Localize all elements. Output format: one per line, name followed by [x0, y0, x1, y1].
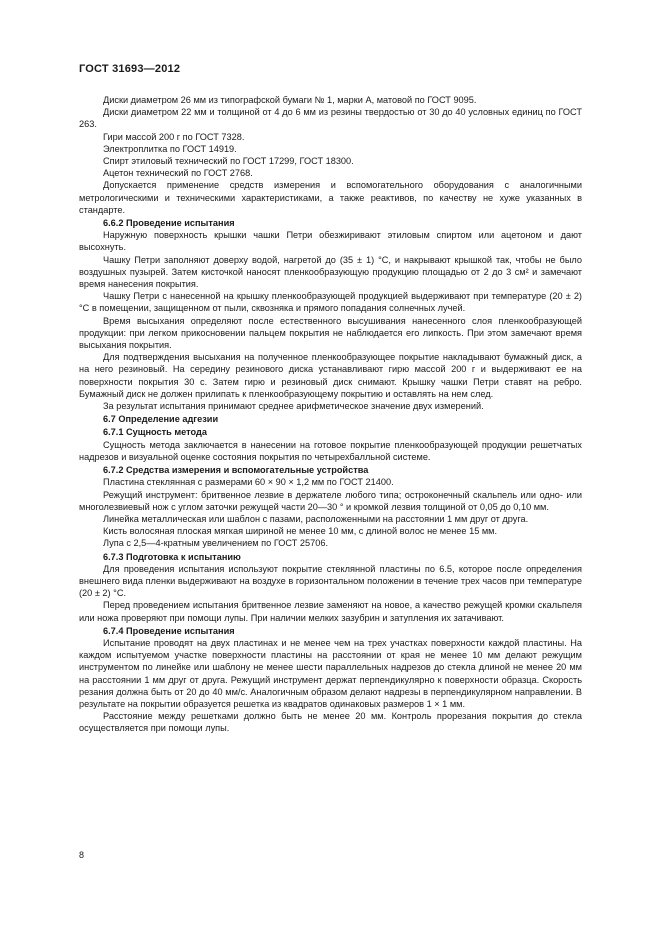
- paragraph: Расстояние между решетками должно быть не менее 20 мм. Контроль прорезания покрытия до стекла осуществляется при помощи лупы.: [79, 711, 582, 734]
- paragraph: Гири массой 200 г по ГОСТ 7328.: [103, 131, 245, 142]
- section-heading-6-7-3: 6.7.3 Подготовка к испытанию: [103, 551, 241, 562]
- document-body: [79, 94, 582, 735]
- paragraph: Кисть волосяная плоская мягкая шириной не менее 10 мм, с длиной волос не менее 15 мм.: [103, 526, 498, 537]
- paragraph: Для проведения испытания используют покрытие стеклянной пластины по 6.5, которое после определения внешнего вида пленки выдерживают на воздухе в горизонтальном положении в течение трех часов при температуре (20 ± 2) °С.: [79, 563, 582, 599]
- paragraph: Чашку Петри заполняют доверху водой, нагретой до (35 ± 1) °С, и накрывают крышкой так, чтобы не было воздушных пузырей. Затем кисточкой наносят пленкообразующую продукцию площадью от 2 до 3 см² и замечают время нанесения покрытия.: [79, 254, 582, 290]
- section-heading-6-7-1: 6.7.1 Сущность метода: [103, 427, 207, 438]
- paragraph: Режущий инструмент: бритвенное лезвие в держателе любого типа; остроконечный скальпель или одно- или многолезвиевый нож с углом заточки режущей части 20—30 ° и кромкой лезвия толщиной от 0,05 до 0,10 мм.: [79, 489, 582, 512]
- paragraph: Допускается применение средств измерения и вспомогательного оборудования с аналогичными метрологическими и техническими характеристиками, а также реактивов, по качеству не хуже указанных в стандарте.: [79, 180, 582, 215]
- paragraph: Ацетон технический по ГОСТ 2768.: [103, 168, 253, 179]
- paragraph: Для подтверждения высыхания на полученное пленкообразующее покрытие накладывают бумажный диск, а на него резиновый. На середину резинового диска устанавливают гирю массой 200 г и выдерживают ее на поверхности покрытия 30 с. Затем гирю и резиновый диск снимают. Крышку чашки Петри ставят на ребро. Бумажный диск не должен прилипать к пленкообразующему покрытию и оставлять на нем след.: [79, 352, 582, 399]
- paragraph: Время высыхания определяют после естественного высушивания нанесенного слоя пленкообразующей продукции: при легком прикосновении пальцем покрытия не наблюдается его липкость. При этом замечают время высыхания покрытия.: [79, 315, 582, 351]
- paragraph: Наружную поверхность крышки чашки Петри обезжиривают этиловым спиртом или ацетоном и дают высохнуть.: [79, 230, 582, 253]
- paragraph: Линейка металлическая или шаблон с пазами, расположенными на расстоянии 1 мм друг от друга.: [103, 513, 529, 524]
- section-heading-6-6-2: 6.6.2 Проведение испытания: [103, 218, 235, 229]
- paragraph: Диски диаметром 22 мм и толщиной от 4 до 6 мм из резины твердостью от 30 до 40 условных единиц по ГОСТ 263.: [79, 107, 582, 130]
- section-heading-6-7-4: 6.7.4 Проведение испытания: [103, 625, 235, 636]
- paragraph: Испытание проводят на двух пластинах и не менее чем на трех участках поверхности каждой пластины. На каждом испытуемом участке поверхности пластины на расстоянии от края не менее 10 мм делают режущим инструментом по линейке или шаблону не менее шести параллельных надрезов до стекла длиной не менее 20 мм на расстоянии 1 мм друг от друга. Режущий инструмент держат перпендикулярно к поверхности образца. Скорость резания должна быть от 20 до 40 мм/с. Аналогичным образом делают надрезы в перпендикулярном направлении. В результате на покрытии образуется решетка из квадратов одинаковых размеров 1 × 1 мм.: [79, 637, 582, 709]
- document-header: ГОСТ 31693—2012: [79, 63, 181, 75]
- paragraph: Чашку Петри с нанесенной на крышку пленкообразующей продукцией выдерживают при температуре (20 ± 2) °С в помещении, защищенном от пыли, сквозняка и прямого попадания солнечных лучей.: [79, 291, 582, 314]
- page-number: 8: [79, 850, 85, 860]
- paragraph: Спирт этиловый технический по ГОСТ 17299, ГОСТ 18300.: [103, 156, 354, 167]
- section-heading-6-7-2: 6.7.2 Средства измерения и вспомогательные устройства: [103, 465, 369, 476]
- paragraph: Пластина стеклянная с размерами 60 × 90 × 1,2 мм по ГОСТ 21400.: [103, 477, 394, 488]
- paragraph: За результат испытания принимают среднее арифметическое значение двух измерений.: [103, 401, 484, 412]
- paragraph: Перед проведением испытания бритвенное лезвие заменяют на новое, а качество режущей кромки скальпеля или ножа проверяют при помощи лупы. При наличии мелких зазубрин и затупления их затачивают.: [79, 600, 582, 623]
- section-heading-6-7: 6.7 Определение адгезии: [103, 414, 219, 425]
- paragraph: Диски диаметром 26 мм из типографской бумаги № 1, марки А, матовой по ГОСТ 9095.: [103, 95, 477, 105]
- paragraph: Сущность метода заключается в нанесении на готовое покрытие пленкообразующей продукции решетчатых надрезов и визуальной оценке состояния покрытия по четырехбалльной системе.: [79, 439, 582, 462]
- paragraph: Электроплитка по ГОСТ 14919.: [103, 143, 237, 154]
- paragraph: Лупа с 2,5—4-кратным увеличением по ГОСТ 25706.: [103, 538, 329, 549]
